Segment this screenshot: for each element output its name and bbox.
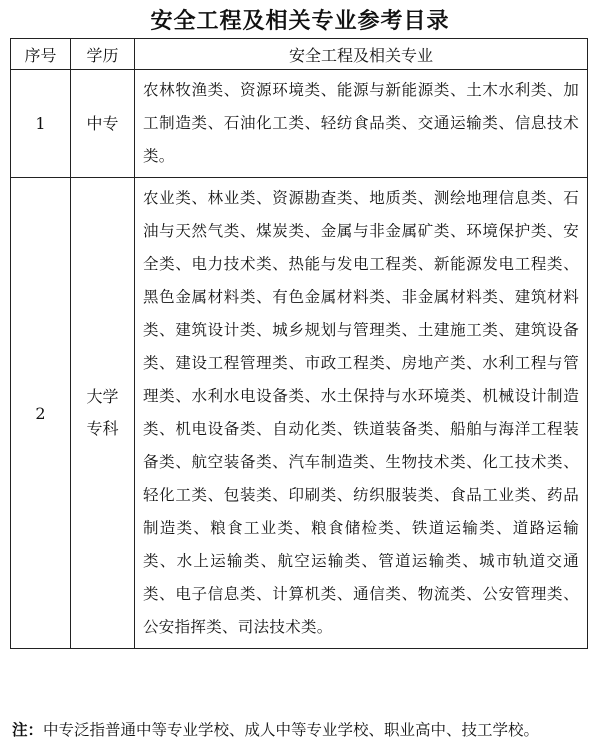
education-label: 大学 [86,387,119,406]
header-education: 学历 [71,39,135,70]
header-majors: 安全工程及相关专业 [135,39,588,70]
page-title: 安全工程及相关专业参考目录 [150,9,450,34]
row-majors: 农业类、林业类、资源勘查类、地质类、测绘地理信息类、石油与天然气类、煤炭类、金属与非金属矿类、环境保护类、安全类、电力技术类、热能与发电工程类、新能源发电工程类、黑色金属材料类、有色金属材料类、非金属材料类、建筑材料类、建筑设计类、城乡规划与管理类、土建施工类、建筑设备类、建设工程管理类、市政工程类、房地产类、水利工程与管理类、水利水电设备类、水土保持与水环境类、机械设计制造类、机电设备类、自动化类、铁道装备类、船舶与海洋工程装备类、航空装备类、汽车制造类、生物技术类、化工技术类、轻化工类、包装类、印刷类、纺织服装类、食品工业类、药品制造类、粮食工业类、粮食储检类、铁道运输类、道路运输类、水上运输类、航空运输类、管道运输类、城市轨道交通类、电子信息类、计算机类、通信类、物流类、公安管理类、公安指挥类、司法技术类。 [135,178,588,649]
row-education [71,178,135,649]
row-majors: 农林牧渔类、资源环境类、能源与新能源类、土木水利类、加工制造类、石油化工类、轻纺食品类、交通运输类、信息技术类。 [135,70,588,178]
row-seq: 1 [11,70,71,178]
note-text: 中专泛指普通中等专业学校、成人中等专业学校、职业高中、技工学校。 [43,721,540,739]
row-seq: 2 [11,178,71,649]
education-label: 专科 [86,419,119,438]
footnote [12,718,539,740]
note-label: 注： [12,721,44,739]
table-row [11,70,588,178]
header-seq: 序号 [11,39,71,70]
education-label: 中专 [86,113,119,133]
row-education [71,70,135,178]
majors-table [10,38,588,649]
table-row [11,178,588,649]
table-header-row [11,39,588,70]
